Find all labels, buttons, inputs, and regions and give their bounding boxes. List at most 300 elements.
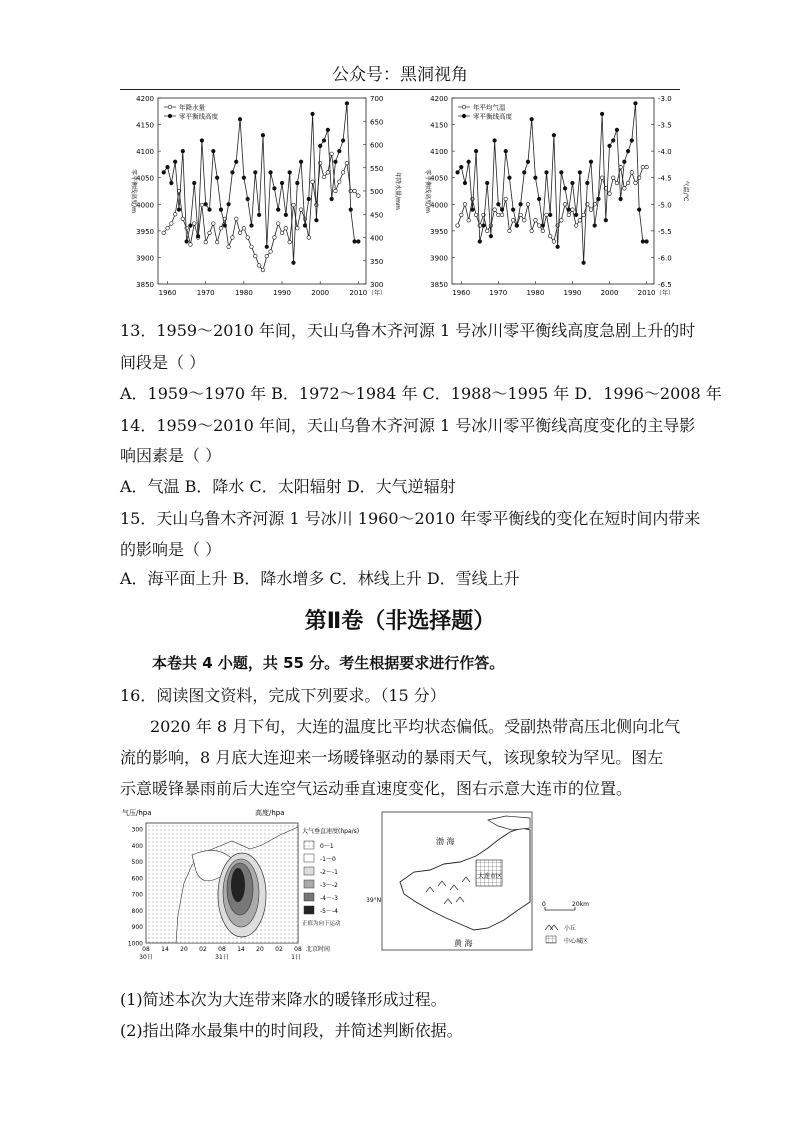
series-point-1 [519, 202, 523, 206]
series-point-0 [238, 231, 242, 235]
q14-stem-line1: 14．1959～2010 年间，天山乌鲁木齐河源 1 号冰川零平衡线高度变化的主导影 [120, 416, 696, 435]
series-point-0 [552, 240, 556, 244]
y-right-tick-label: -5.0 [658, 201, 672, 210]
series-point-0 [246, 236, 250, 240]
series-point-0 [299, 208, 303, 212]
fig-left-xtick: 08 [218, 946, 226, 953]
q13-stem-line1: 13．1959～2010 年间，天山乌鲁木齐河源 1 号冰川零平衡线高度急剧上升的时 [120, 321, 696, 340]
q16-para-line1: 2020 年 8 月下旬，大连的温度比平均状态偏低。受副热带高压北侧向北气 [150, 717, 681, 736]
series-point-1 [173, 160, 177, 164]
series-point-1 [185, 240, 189, 244]
series-point-1 [623, 160, 627, 164]
series-point-0 [257, 264, 261, 268]
series-point-1 [234, 160, 238, 164]
series-point-0 [296, 226, 300, 230]
series-point-1 [534, 176, 538, 180]
series-point-0 [265, 254, 269, 258]
x-tick-label: 2000 [600, 289, 619, 297]
series-point-1 [471, 208, 475, 212]
y-right-tick-label: 650 [370, 118, 384, 127]
y-right-tick-label: 700 [370, 95, 384, 103]
series-point-1 [303, 224, 307, 228]
series-point-1 [634, 102, 638, 106]
series-point-0 [273, 236, 277, 240]
fig-left-legend-swatch [304, 867, 314, 875]
series-point-1 [589, 160, 593, 164]
fig-left-ytick: 900 [131, 924, 143, 932]
map-city-label: 大连市区 [478, 873, 503, 880]
series-point-1 [296, 181, 300, 185]
series-point-1 [257, 213, 261, 217]
series-point-0 [242, 226, 246, 230]
series-point-1 [504, 149, 508, 153]
series-point-1 [500, 208, 504, 212]
series-point-1 [615, 128, 619, 132]
series-point-0 [497, 213, 501, 217]
series-point-1 [582, 261, 586, 265]
y-left-tick-label: 4050 [430, 174, 448, 183]
series-point-1 [204, 202, 208, 206]
series-point-1 [170, 181, 174, 185]
series-point-0 [463, 202, 467, 206]
y-left-tick-label: 4100 [136, 148, 154, 157]
series-point-0 [276, 222, 280, 226]
series-point-0 [560, 218, 564, 222]
series-point-1 [526, 160, 530, 164]
series-point-1 [219, 208, 223, 212]
x-tick-label: 2010 [349, 289, 368, 297]
fig-left-legend-label: 0～1 [320, 843, 334, 850]
series-point-1 [318, 144, 322, 148]
series-point-1 [162, 171, 166, 175]
fig-left-xtick: 20 [180, 946, 188, 953]
series-point-1 [215, 176, 219, 180]
series-point-1 [246, 197, 250, 201]
series-point-1 [196, 234, 200, 238]
y-left-tick-label: 4200 [430, 95, 448, 103]
series-point-1 [341, 139, 345, 143]
y-left-tick-label: 4100 [430, 148, 448, 157]
fig-left-day: 31日 [215, 954, 229, 961]
series-point-1 [548, 213, 552, 217]
series-point-1 [478, 240, 482, 244]
legend-marker-1 [168, 114, 172, 118]
y-left-tick-label: 4150 [430, 121, 448, 130]
page-header: 公众号：黑洞视角 [332, 65, 468, 85]
fig-left-legend-title: 大气垂直速度(hpa/s) [302, 828, 360, 835]
series-point-0 [334, 189, 338, 193]
legend-marker-0 [462, 105, 466, 109]
map-lat-label: 39°N [366, 897, 382, 904]
y-left-tick-label: 3950 [430, 227, 448, 236]
chart-temp-vs-ela [412, 92, 692, 302]
fig-left-xtick: 14 [161, 946, 169, 953]
series-point-0 [485, 229, 489, 233]
series-point-1 [250, 224, 254, 228]
series-point-0 [504, 197, 508, 201]
y-right-tick-label: 450 [370, 211, 384, 220]
series-point-1 [530, 117, 534, 121]
series-point-0 [162, 231, 166, 235]
x-unit-label: （年） [656, 290, 675, 297]
series-point-0 [630, 171, 634, 175]
series-point-1 [299, 160, 303, 164]
y-right-tick-label: 300 [370, 281, 384, 289]
series-point-0 [456, 224, 460, 228]
y-right-tick-label: 350 [370, 257, 384, 266]
series-point-1 [231, 171, 235, 175]
y-left-tick-label: 4000 [430, 201, 448, 210]
fig-left-ylabel-right: 高度/hpa [255, 809, 285, 817]
series-point-1 [474, 149, 478, 153]
series-point-0 [563, 202, 567, 206]
fig-left-ytick: 1000 [127, 940, 143, 948]
x-tick-label: 1960 [452, 289, 471, 297]
series-point-1 [456, 171, 460, 175]
series-point-0 [522, 218, 526, 222]
map-legend-urban-icon [546, 936, 556, 943]
y-left-tick-label: 3900 [430, 254, 448, 263]
series-point-1 [353, 240, 357, 244]
fig-left-xtick: 02 [199, 946, 207, 953]
series-point-1 [485, 181, 489, 185]
y-right-tick-label: -5.5 [658, 227, 672, 236]
series-point-0 [326, 171, 330, 175]
y-right-title: 年降水量/mm [394, 172, 401, 210]
legend-label-0: 年平均气温 [473, 103, 506, 112]
series-point-0 [322, 175, 326, 179]
fig-left-xtick: 14 [237, 946, 245, 953]
series-point-0 [526, 202, 530, 206]
fig-left-legend-note: 正值为向下运动 [302, 921, 341, 927]
series-point-0 [212, 222, 216, 226]
series-point-1 [552, 133, 556, 137]
series-point-0 [478, 224, 482, 228]
fig-left-xtick: 08 [142, 946, 150, 953]
y-right-tick-label: 600 [370, 141, 384, 150]
series-point-1 [641, 240, 645, 244]
series-point-0 [269, 250, 273, 254]
series-point-1 [265, 245, 269, 249]
series-point-1 [497, 202, 501, 206]
series-point-1 [288, 171, 292, 175]
legend-marker-1 [462, 114, 466, 118]
series-point-1 [311, 112, 315, 116]
series-point-0 [353, 189, 357, 193]
fig-left-legend-label: -3～-2 [320, 882, 338, 889]
series-point-0 [474, 213, 478, 217]
series-point-0 [189, 243, 193, 247]
q14-stem-line2: 响因素是（ ） [120, 446, 222, 465]
fig-left-legend-swatch [304, 880, 314, 888]
series-point-0 [234, 217, 238, 221]
y-right-tick-label: -6.5 [658, 281, 672, 289]
fig-left-ytick: 800 [131, 907, 143, 915]
fig-left-legend-label: -4～-3 [320, 895, 338, 902]
q15-stem-line1: 15．天山乌鲁木齐河源 1 号冰川 1960～2010 年零平衡线的变化在短时间内带来 [120, 509, 701, 528]
series-point-1 [292, 261, 296, 265]
fig-left-legend-label: -2～-1 [320, 869, 338, 876]
y-left-tick-label: 4050 [136, 174, 154, 183]
series-point-1 [357, 240, 361, 244]
q13-options: A．1959～1970 年 B．1972～1984 年 C．1988～1995 年 D．1996～2008 年 [120, 384, 722, 403]
series-point-1 [261, 133, 265, 137]
series-point-1 [208, 208, 212, 212]
series-point-0 [231, 236, 235, 240]
section2-title: 第Ⅱ卷（非选择题） [304, 609, 496, 634]
fig-left-xtick: 20 [256, 946, 264, 953]
fig-left-contour-core [231, 868, 245, 902]
series-point-1 [200, 139, 204, 143]
series-point-1 [284, 213, 288, 217]
series-point-0 [571, 208, 575, 212]
series-point-0 [615, 181, 619, 185]
y-left-tick-label: 4150 [136, 121, 154, 130]
series-point-1 [571, 181, 575, 185]
series-point-1 [166, 165, 170, 169]
series-point-0 [349, 189, 353, 193]
series-point-1 [189, 224, 193, 228]
series-point-0 [582, 213, 586, 217]
series-point-0 [567, 213, 571, 217]
series-point-0 [578, 218, 582, 222]
series-point-0 [261, 268, 265, 272]
series-point-1 [600, 112, 604, 116]
section2-note: 本卷共 4 小题，共 55 分。考生根据要求进行作答。 [152, 654, 505, 672]
y-right-tick-label: -3.5 [658, 121, 672, 130]
series-point-1 [556, 245, 560, 249]
q16-sub1: (1)简述本次为大连带来降水的暖锋形成过程。 [120, 990, 447, 1009]
series-point-0 [589, 208, 593, 212]
series-point-0 [219, 226, 223, 230]
series-point-0 [215, 240, 219, 244]
series-point-1 [254, 171, 258, 175]
series-point-1 [515, 224, 519, 228]
x-tick-label: 1990 [563, 289, 582, 297]
series-point-1 [326, 128, 330, 132]
series-point-0 [166, 226, 170, 230]
series-point-1 [463, 181, 467, 185]
q14-options: A．气温 B．降水 C．太阳辐射 D．大气逆辐射 [120, 477, 456, 496]
series-point-1 [467, 160, 471, 164]
y-right-tick-label: 500 [370, 188, 384, 196]
series-point-1 [334, 160, 338, 164]
series-point-0 [181, 217, 185, 221]
legend-label-1: 零平衡线高度 [473, 112, 512, 121]
x-tick-label: 2000 [311, 289, 330, 297]
series-point-0 [619, 165, 623, 169]
fig-left-legend-label: -5～-4 [320, 908, 338, 915]
series-point-0 [337, 180, 341, 184]
series-point-1 [192, 181, 196, 185]
series-point-1 [508, 176, 512, 180]
series-point-1 [223, 224, 227, 228]
series-point-0 [574, 224, 578, 228]
header-rule [120, 89, 680, 90]
series-point-1 [637, 208, 641, 212]
series-point-0 [623, 187, 627, 191]
series-point-0 [292, 203, 296, 207]
q16-para-line2: 流的影响，8 月底大连迎来一场暖锋驱动的暴雨天气，该现象较为罕见。图左 [120, 748, 664, 767]
series-point-0 [534, 218, 538, 222]
series-point-0 [634, 181, 638, 185]
fig-left-ytick: 500 [131, 859, 143, 867]
series-point-1 [177, 208, 181, 212]
series-point-1 [608, 144, 612, 148]
q15-stem-line2: 的影响是（ ） [120, 540, 222, 559]
series-point-1 [611, 139, 615, 143]
fig-left-xlabel: 北京时间 [306, 946, 331, 953]
series-point-0 [288, 240, 292, 244]
series-point-1 [238, 117, 242, 121]
y-right-tick-label: -4.0 [658, 148, 672, 157]
series-point-1 [322, 139, 326, 143]
y-left-title: 零平衡线高度/m [130, 169, 137, 213]
series-point-0 [254, 254, 258, 258]
x-unit-label: （年） [368, 290, 387, 297]
series-point-0 [511, 218, 515, 222]
fig-left-legend-swatch [304, 841, 314, 849]
fig-left-ytick: 400 [131, 842, 143, 850]
series-point-0 [500, 213, 504, 217]
y-left-tick-label: 3900 [136, 254, 154, 263]
q16-sub2: (2)指出降水最集中的时间段，并简述判断依据。 [120, 1021, 463, 1040]
series-point-0 [541, 229, 545, 233]
y-right-tick-label: 400 [370, 234, 384, 243]
series-point-1 [482, 224, 486, 228]
q13-stem-line2: 间段是（ ） [120, 353, 206, 372]
series-point-0 [204, 240, 208, 244]
series-point-0 [608, 192, 612, 196]
series-point-1 [578, 171, 582, 175]
series-point-1 [626, 149, 630, 153]
fig-left-legend-label: -1～0 [320, 856, 336, 863]
series-point-1 [212, 149, 216, 153]
series-point-0 [459, 213, 463, 217]
series-point-1 [315, 218, 319, 222]
series-point-1 [597, 197, 601, 201]
series-point-0 [315, 203, 319, 207]
y-right-tick-label: 550 [370, 164, 384, 173]
series-point-1 [330, 197, 334, 201]
series-point-1 [593, 224, 597, 228]
series-point-1 [537, 197, 541, 201]
series-point-0 [185, 226, 189, 230]
series-point-1 [273, 187, 277, 191]
series-point-0 [611, 176, 615, 180]
series-point-1 [585, 181, 589, 185]
series-point-0 [192, 222, 196, 226]
x-tick-label: 1980 [526, 289, 545, 297]
series-point-1 [181, 149, 185, 153]
fig-left-xtick: 08 [294, 946, 302, 953]
series-point-0 [200, 203, 204, 207]
fig-left-ylabel: 气压/hpa [122, 809, 152, 817]
q16-para-line3: 示意暖锋暴雨前后大连空气运动垂直速度变化，图右示意大连市的位置。 [120, 779, 633, 798]
series-point-0 [645, 165, 649, 169]
series-point-1 [227, 202, 231, 206]
series-point-1 [269, 171, 273, 175]
y-right-tick-label: -4.5 [658, 174, 672, 183]
series-point-0 [548, 234, 552, 238]
series-point-1 [567, 208, 571, 212]
vertical-velocity-figure [120, 805, 380, 975]
series-point-0 [227, 245, 231, 249]
map-legend-hill-label: 小丘 [564, 925, 577, 932]
y-left-tick-label: 3950 [136, 227, 154, 236]
series-point-0 [307, 236, 311, 240]
map-bohai-label: 渤 海 [436, 837, 455, 846]
series-point-1 [280, 181, 284, 185]
series-point-0 [250, 245, 254, 249]
y-left-tick-label: 4200 [136, 95, 154, 103]
series-point-1 [307, 197, 311, 201]
series-point-0 [208, 231, 212, 235]
x-tick-label: 2010 [637, 289, 656, 297]
series-point-1 [563, 187, 567, 191]
chart-frame [452, 98, 654, 284]
series-point-0 [173, 212, 177, 216]
series-point-0 [357, 194, 361, 198]
y-right-tick-label: -6.0 [658, 254, 672, 263]
series-point-1 [604, 218, 608, 222]
series-point-0 [341, 171, 345, 175]
fig-left-legend-swatch [304, 906, 314, 914]
series-point-1 [560, 171, 564, 175]
chart-precip-vs-ela [118, 92, 404, 302]
x-tick-label: 1970 [196, 289, 215, 297]
map-huanghai-label: 黄 海 [454, 939, 473, 948]
fig-left-ytick: 600 [131, 875, 143, 883]
series-point-1 [276, 208, 280, 212]
series-point-0 [493, 208, 497, 212]
series-point-0 [508, 229, 512, 233]
x-tick-label: 1960 [158, 289, 177, 297]
map-legend-hill-icon [545, 925, 558, 930]
series-point-1 [545, 171, 549, 175]
fig-left-xtick: 02 [275, 946, 283, 953]
series-point-0 [284, 226, 288, 230]
series-point-0 [311, 180, 315, 184]
x-tick-label: 1980 [234, 289, 253, 297]
series-point-0 [545, 213, 549, 217]
series-point-0 [626, 181, 630, 185]
fig-left-day: 1日 [291, 954, 301, 961]
map-scale-0: 0 [542, 901, 546, 908]
series-point-0 [467, 218, 471, 222]
series-point-0 [537, 224, 541, 228]
series-point-1 [630, 139, 634, 143]
legend-marker-0 [168, 105, 172, 109]
legend-label-0: 年降水量 [179, 103, 205, 112]
fig-left-legend-swatch [304, 854, 314, 862]
series-point-0 [170, 222, 174, 226]
y-right-title: 气温/℃ [682, 180, 689, 202]
map-scale-20: 20km [572, 901, 589, 908]
series-point-0 [530, 229, 534, 233]
legend-label-1: 零平衡线高度 [179, 112, 218, 121]
series-point-0 [280, 231, 284, 235]
y-left-tick-label: 4000 [136, 201, 154, 210]
fig-left-ytick: 700 [131, 891, 143, 899]
series-point-1 [459, 165, 463, 169]
y-right-tick-label: -3.0 [658, 95, 672, 103]
fig-left-day: 30日 [139, 954, 153, 961]
series-point-1 [493, 139, 497, 143]
series-point-1 [522, 171, 526, 175]
series-point-1 [645, 240, 649, 244]
fig-left-ytick: 300 [131, 826, 143, 834]
